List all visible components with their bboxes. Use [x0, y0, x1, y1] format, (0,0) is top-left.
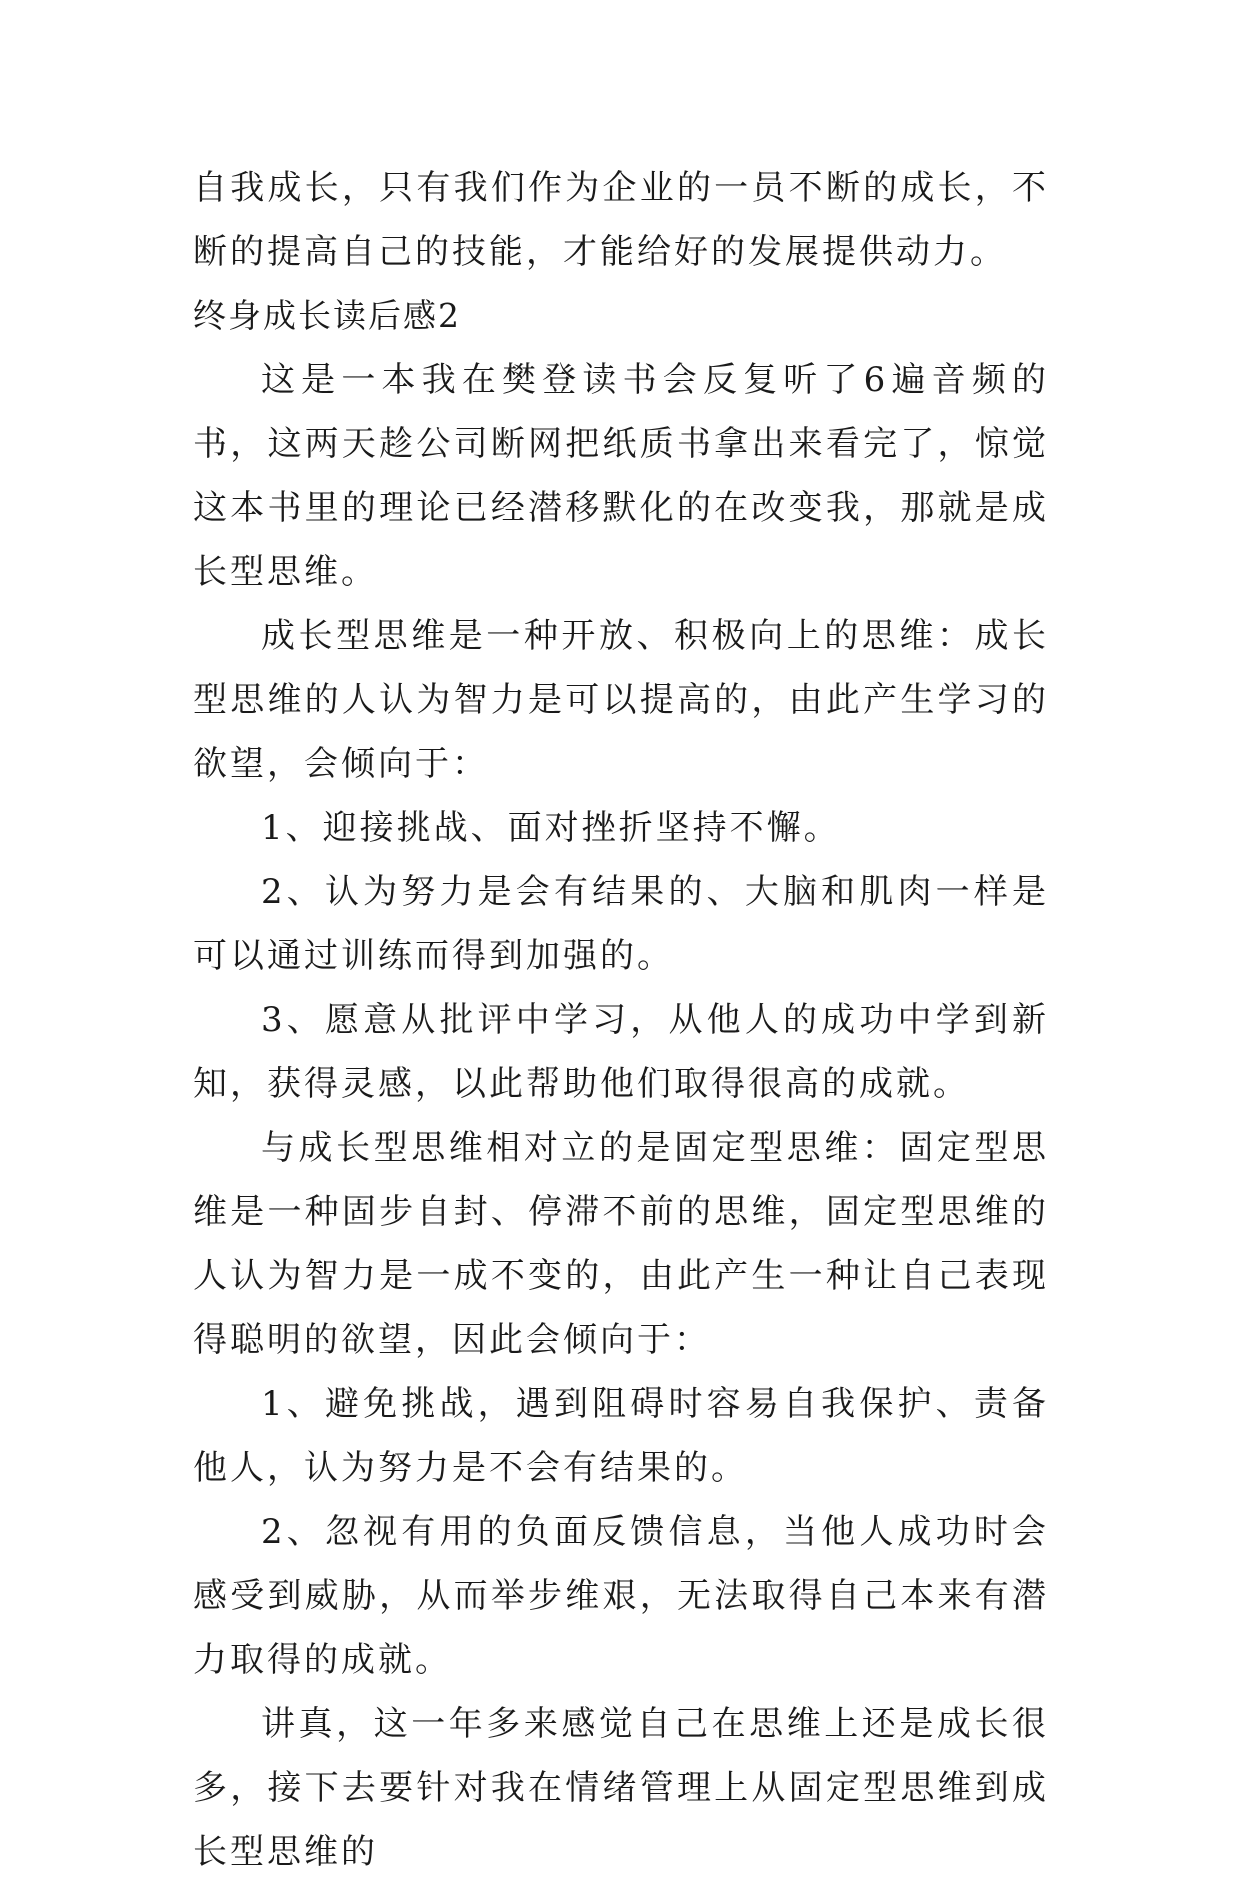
- paragraph-intro: 这是一本我在樊登读书会反复听了6遍音频的书，这两天趁公司断网把纸质书拿出来看完了，惊觉这本书里的理论已经潜移默化的在改变我，那就是成长型思维。: [193, 360, 1049, 592]
- list-item-growth-1: 1、迎接挑战、面对挫折坚持不懈。: [261, 808, 841, 848]
- paragraph-reflection: 讲真，这一年多来感觉自己在思维上还是成长很多，接下去要针对我在情绪管理上从固定型思维到成长型思维的: [193, 1704, 1049, 1872]
- list-item-growth-2: 2、认为努力是会有结果的、大脑和肌肉一样是可以通过训练而得到加强的。: [193, 872, 1049, 976]
- paragraph-fixed-mindset: 与成长型思维相对立的是固定型思维：固定型思维是一种固步自封、停滞不前的思维，固定型思维的人认为智力是一成不变的，由此产生一种让自己表现得聪明的欲望，因此会倾向于：: [193, 1128, 1049, 1360]
- list-item-fixed-2: 2、忽视有用的负面反馈信息，当他人成功时会感受到威胁，从而举步维艰，无法取得自己本来有潜力取得的成就。: [193, 1512, 1049, 1680]
- paragraph-growth-mindset: 成长型思维是一种开放、积极向上的思维：成长型思维的人认为智力是可以提高的，由此产生学习的欲望，会倾向于：: [193, 616, 1049, 784]
- list-item-growth-3: 3、愿意从批评中学习，从他人的成功中学到新知，获得灵感，以此帮助他们取得很高的成就。: [193, 1000, 1049, 1104]
- list-item-fixed-1: 1、避免挑战，遇到阻碍时容易自我保护、责备他人，认为努力是不会有结果的。: [193, 1384, 1049, 1488]
- paragraph-continuation: 自我成长，只有我们作为企业的一员不断的成长，不断的提高自己的技能，才能给好的发展提供动力。: [193, 168, 1049, 272]
- section-heading: 终身成长读后感2: [193, 296, 461, 335]
- document-body: [193, 156, 1049, 1884]
